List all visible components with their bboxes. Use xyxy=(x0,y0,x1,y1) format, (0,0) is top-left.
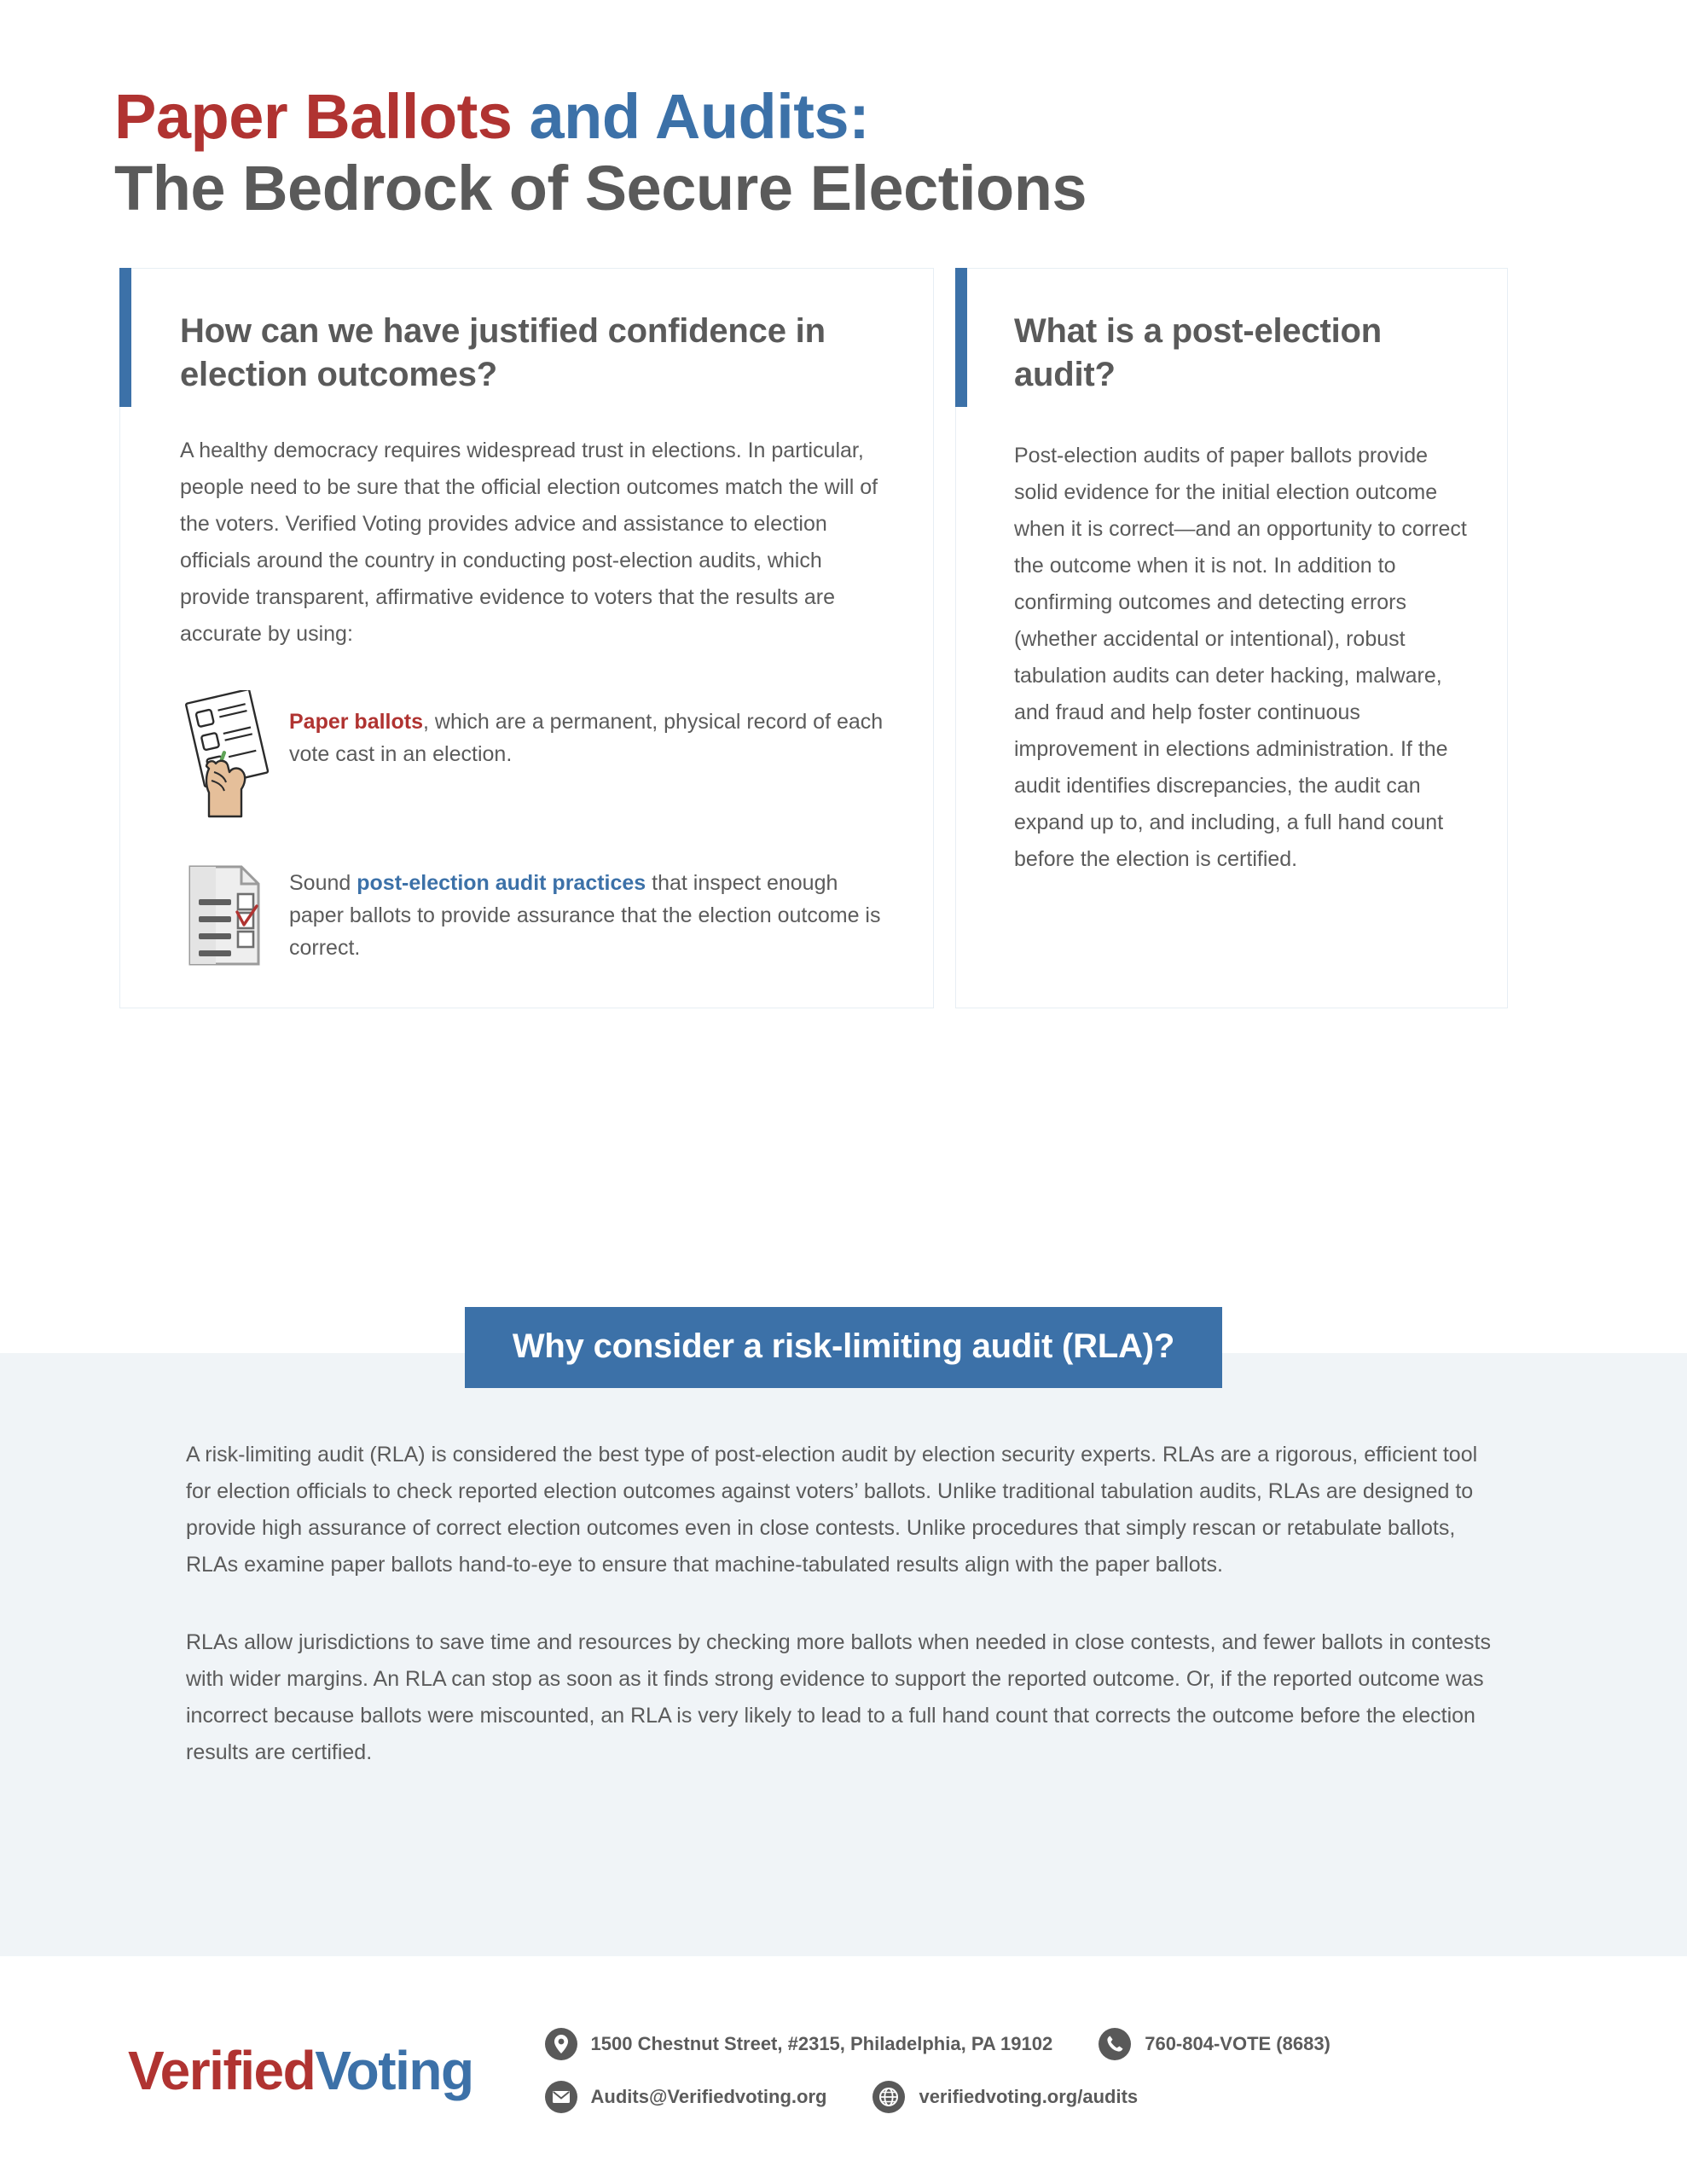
footer-contact-row-1 xyxy=(545,2028,1330,2060)
footer xyxy=(0,1956,1687,2184)
footer-address-label: 1500 Chestnut Street, #2315, Philadelphia, PA 19102 xyxy=(590,2032,1053,2054)
location-pin-icon xyxy=(545,2028,577,2060)
card-justified-confidence xyxy=(119,268,934,1008)
rla-section xyxy=(0,1327,1687,1956)
rla-banner-wrap xyxy=(0,1307,1687,1388)
rla-paragraph-2: RLAs allow jurisdictions to save time and resources by checking more ballots when needed in close contests, and fewer ballots in contests with wider margins. An RLA can stop as soon as it finds strong evidence to support the reported outcome. Or, if the reported outcome was incorrect because ballots were miscounted, an RLA is very likely to lead to a full hand count that corrects the outcome before the election results are certified. xyxy=(186,1630,1491,1764)
globe-icon xyxy=(872,2081,905,2113)
footer-phone xyxy=(1099,2028,1330,2060)
list-item-text xyxy=(289,858,885,964)
list-item-lead: Sound xyxy=(289,871,357,896)
page-title-part-red: Paper Ballots xyxy=(114,81,530,152)
list-item-rest: that inspect enough paper ballots to provide assurance that the election outcome is correct. xyxy=(289,871,881,961)
footer-website xyxy=(872,2081,1138,2113)
bullet-list xyxy=(180,687,885,973)
list-item xyxy=(180,858,885,973)
footer-address xyxy=(545,2028,1053,2060)
list-item-emphasis: post-election audit practices xyxy=(357,871,646,896)
cards-row xyxy=(0,225,1687,1008)
list-item xyxy=(180,687,885,822)
list-item-text xyxy=(289,687,885,770)
footer-email-label: Audits@Verifiedvoting.org xyxy=(590,2085,827,2107)
list-item-rest: , which are a permanent, physical record of each vote cast in an election. xyxy=(289,710,884,767)
footer-phone-label: 760-804-VOTE (8683) xyxy=(1145,2032,1330,2054)
card-accent-bar xyxy=(119,268,131,407)
logo-part-voting: Voting xyxy=(315,2039,473,2101)
page-title-line-2: The Bedrock of Secure Elections xyxy=(114,153,1087,224)
footer-email xyxy=(545,2081,827,2113)
card-body-text: A healthy democracy requires widespread trust in elections. In particular, people need to be sure that the official election outcomes match the will of the voters. Verified Voting provides advice and assistance to election officials around the country in conducting post-election audits, which provide transparent, affirmative evidence to voters that the results are accurate by using: xyxy=(180,439,878,647)
footer-contact-block xyxy=(545,2028,1330,2113)
card-heading: What is a post-election audit? xyxy=(1014,311,1383,393)
card-what-is-post-election-audit xyxy=(955,268,1508,1008)
logo-part-verified: Verified xyxy=(128,2039,316,2101)
phone-icon xyxy=(1099,2028,1131,2060)
page-title-block xyxy=(0,0,1687,225)
card-heading: How can we have justified confidence in election outcomes? xyxy=(180,311,826,393)
page-title-line-1 xyxy=(114,81,1687,153)
hand-holding-ballot-icon xyxy=(180,687,289,822)
rla-banner-title: Why consider a risk-limiting audit (RLA)? xyxy=(465,1307,1222,1388)
list-item-emphasis: Paper ballots xyxy=(289,710,423,735)
rla-paragraph-1: A risk-limiting audit (RLA) is considered the best type of post-election audit by election security experts. RLAs are a rigorous, efficient tool for election officials to check reported election outcomes against voters’ ballots. Unlike traditional tabulation audits, RLAs are designed to provide high assurance of correct election outcomes even in close contests. Unlike procedures that simply rescan or retabulate ballots, RLAs examine paper ballots hand-to-eye to ensure that machine-tabulated results align with the paper ballots. xyxy=(186,1443,1478,1577)
page-title-part-blue: and Audits: xyxy=(529,81,870,152)
footer-website-label: verifiedvoting.org/audits xyxy=(919,2085,1139,2107)
audit-checklist-document-icon xyxy=(180,858,289,973)
card-accent-bar xyxy=(955,268,967,407)
envelope-icon xyxy=(545,2081,577,2113)
verified-voting-logo xyxy=(128,2039,473,2102)
rla-body xyxy=(0,1353,1687,1771)
footer-contact-row-2 xyxy=(545,2081,1330,2113)
card-body-text: Post-election audits of paper ballots provide solid evidence for the initial election outcome when it is correct—and an opportunity to correct the outcome when it is not. In addition to confirming outcomes and detecting errors (whether accidental or intentional), robust tabulation audits can deter hacking, malware, and fraud and help foster continuous improvement in elections administration. If the audit identifies discrepancies, the audit can expand up to, and including, a full hand count before the election is certified. xyxy=(1014,444,1467,872)
